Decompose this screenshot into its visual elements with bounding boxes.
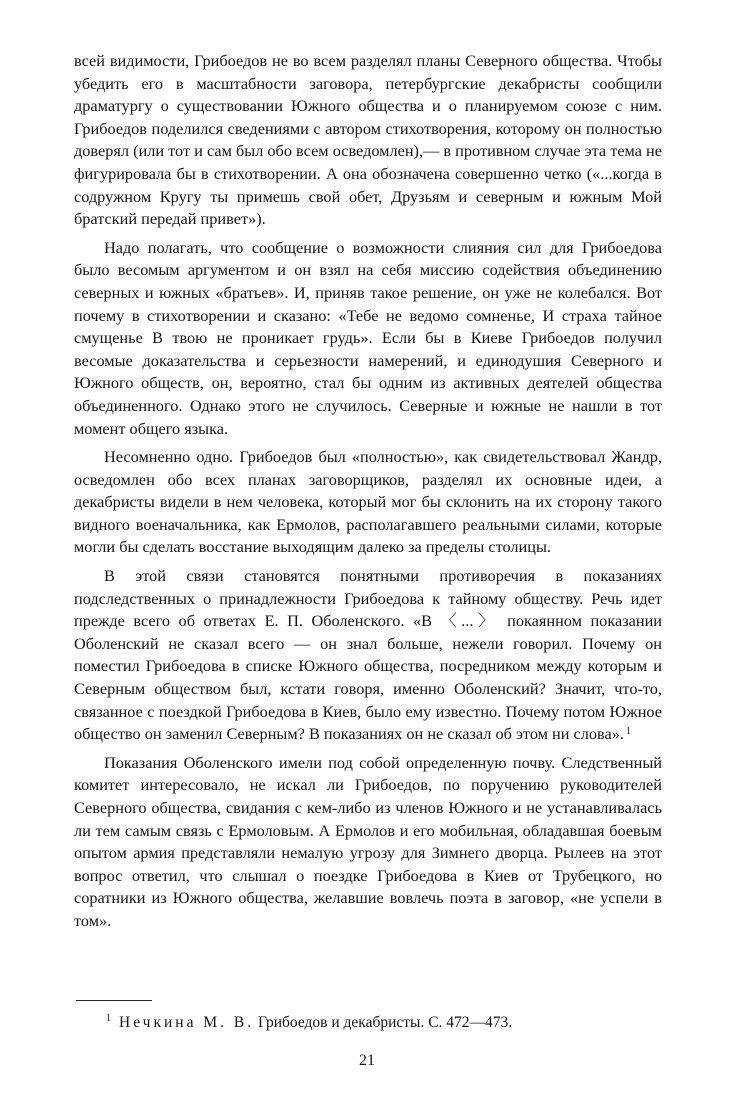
footnote-divider xyxy=(76,1000,152,1001)
footnote-author: Нечкина М. В. xyxy=(119,1014,255,1031)
paragraph-3: Несомненно одно. Грибоедов был «полностью», как свидетельствовал Жандр, осведомлен обо всех планах заговорщиков, разделял их основные идеи, а декабристы видели в нем человека, который мог бы склонить на их сторону такого видного военачальника, как Ермолов, располагавшего реальными силами, которые могли бы сделать восстание выходящим далеко за пределы столицы. xyxy=(74,447,662,557)
paragraph-4-text: В этой связи становятся понятными противоречия в показаниях подследственных о принадлежности Грибоедова к тайному обществу. Речь идет прежде всего об ответах Е. П. Оболенского. «В 〈...〉 покаянном показании Оболенский не сказал всего — он знал больше, нежели говорил. Почему он поместил Грибоедова в списке Южного общества, посредником между которым и Северным обществом был, кстати говоря, именно Оболенский? Значит, что-то, связанное с поездкой Грибоедова в Киев, было ему известно. Почему потом Южное общество он заменил Северным? В показаниях он не сказал об этом ни слова». xyxy=(74,566,662,744)
paragraph-1: всей видимости, Грибоедов не во всем разделял планы Северного общества. Чтобы убедить его в масштабности заговора, петербургские декабристы сообщили драматургу о существовании Южного общества и о планируемом союзе с ним. Грибоедов поделился сведениями с автором стихотворения, которому он полностью доверял (или тот и сам был обо всем осведомлен),— в противном случае эта тема не фигурировала бы в стихотворении. А она обозначена совершенно четко («...когда в содружном Кругу ты примешь свой обет, Друзьям и северным и южным Мой братский передай привет»). xyxy=(74,51,662,229)
footnote-reference: 1 xyxy=(625,726,631,738)
paragraph-2: Надо полагать, что сообщение о возможности слияния сил для Грибоедова было весомым аргументом и он взял на себя миссию содействия объединению северных и южных «братьев». И, приняв такое решение, он уже не колебался. Вот почему в стихотворении и сказано: «Тебе не ведомо сомненье, И страха тайное смущенье В твою не проникает грудь». Если бы в Киеве Грибоедов получил весомые доказательства и серьезности намерений, и единодушия Северного и Южного обществ, он, вероятно, стал бы одним из активных деятелей общества объединенного. Однако этого не случилось. Северные и южные не нашли в тот момент общего языка. xyxy=(74,237,662,438)
footnote-mark: 1 xyxy=(106,1013,111,1024)
footnote-text: Грибоедов и декабристы. С. 472—473. xyxy=(257,1014,513,1031)
page-body xyxy=(74,50,662,933)
paragraph-4 xyxy=(74,565,662,746)
paragraph-5: Показания Оболенского имели под собой определенную почву. Следственный комитет интересовало, не искал ли Грибоедов, по поручению руководителей Северного общества, свидания с кем-либо из членов Южного и не устанавливалась ли тем самым связь с Ермоловым. А Ермолов и его мобильная, обладавшая боевым опытом армия представляли немалую угрозу для Зимнего дворца. Рылеев на этот вопрос ответил, что слышал о поездке Грибоедова в Киев от Трубецкого, но соратники из Южного общества, желавшие вовлечь поэта в заговор, «не успели в том». xyxy=(74,752,662,930)
footnote xyxy=(106,1013,512,1035)
page-number: 21 xyxy=(359,1052,375,1069)
